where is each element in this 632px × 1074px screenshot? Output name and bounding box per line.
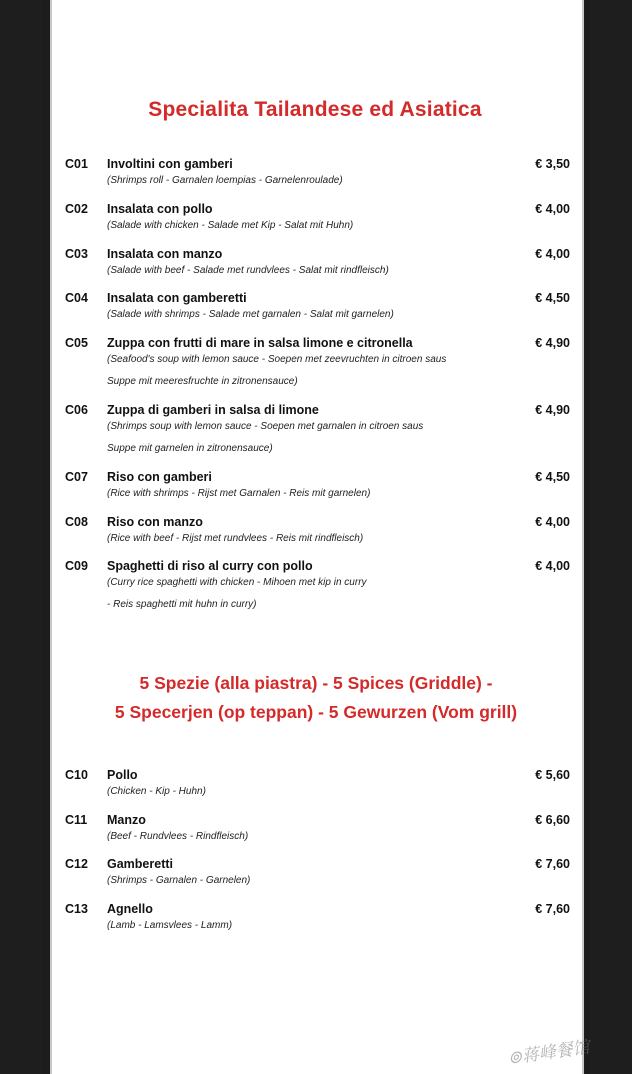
item-code: C03 — [65, 247, 88, 261]
item-name: Zuppa di gamberi in salsa di limone — [107, 403, 319, 417]
item-name: Riso con gamberi — [107, 470, 212, 484]
item-code: C07 — [65, 470, 88, 484]
item-name: Gamberetti — [107, 857, 173, 871]
left-dark-band — [0, 0, 43, 1074]
item-price: € 4,00 — [535, 559, 570, 573]
item-code: C13 — [65, 902, 88, 916]
item-description: (Salade with chicken - Salade met Kip - Salat mit Huhn) — [107, 220, 354, 231]
item-description: (Rice with shrimps - Rijst met Garnalen - Reis mit garnelen) — [107, 488, 371, 499]
item-description-cont: Suppe mit garnelen in zitronensauce) — [107, 443, 273, 454]
item-code: C02 — [65, 202, 88, 216]
item-description-cont: - Reis spaghetti mit huhn in curry) — [107, 599, 257, 610]
item-price: € 7,60 — [535, 902, 570, 916]
item-price: € 4,50 — [535, 291, 570, 305]
item-description: (Curry rice spaghetti with chicken - Mihoen met kip in curry — [107, 577, 367, 588]
watermark: ⊚蒋峰餐馆 — [506, 1037, 591, 1068]
item-code: C06 — [65, 403, 88, 417]
item-name: Insalata con manzo — [107, 247, 223, 261]
item-name: Spaghetti di riso al curry con pollo — [107, 559, 313, 573]
section2-title-line1: 5 Spezie (alla piastra) - 5 Spices (Griddle) - — [139, 673, 493, 693]
item-code: C11 — [65, 813, 88, 827]
item-name: Involtini con gamberi — [107, 157, 233, 171]
item-price: € 6,60 — [535, 813, 570, 827]
item-code: C05 — [65, 336, 88, 350]
item-description: (Lamb - Lamsvlees - Lamm) — [107, 920, 233, 931]
item-name: Riso con manzo — [107, 515, 203, 529]
item-description-cont: Suppe mit meeresfruchte in zitronensauce) — [107, 376, 298, 387]
right-dark-band — [589, 0, 632, 1074]
section1-title: Specialita Tailandese ed Asiatica — [148, 98, 482, 121]
item-description: (Chicken - Kip - Huhn) — [107, 786, 206, 797]
item-description: (Salade with shrimps - Salade met garnalen - Salat mit garnelen) — [107, 309, 394, 320]
item-price: € 4,00 — [535, 202, 570, 216]
item-name: Insalata con pollo — [107, 202, 213, 216]
item-name: Insalata con gamberetti — [107, 291, 247, 305]
item-price: € 7,60 — [535, 857, 570, 871]
item-name: Pollo — [107, 768, 138, 782]
item-description: (Seafood's soup with lemon sauce - Soepen met zeevruchten in citroen saus — [107, 354, 447, 365]
item-price: € 5,60 — [535, 768, 570, 782]
item-description: (Salade with beef - Salade met rundvlees - Salat mit rindfleisch) — [107, 265, 389, 276]
item-name: Zuppa con frutti di mare in salsa limone e citronella — [107, 336, 413, 350]
item-name: Manzo — [107, 813, 146, 827]
item-code: C09 — [65, 559, 88, 573]
item-code: C04 — [65, 291, 88, 305]
item-description: (Shrimps - Garnalen - Garnelen) — [107, 875, 251, 886]
item-code: C01 — [65, 157, 88, 171]
item-code: C08 — [65, 515, 88, 529]
item-price: € 4,00 — [535, 247, 570, 261]
item-price: € 4,00 — [535, 515, 570, 529]
item-code: C12 — [65, 857, 88, 871]
item-description: (Shrimps soup with lemon sauce - Soepen met garnalen in citroen saus — [107, 421, 424, 432]
item-code: C10 — [65, 768, 88, 782]
item-name: Agnello — [107, 902, 153, 916]
item-price: € 3,50 — [535, 157, 570, 171]
item-description: (Beef - Rundvlees - Rindfleisch) — [107, 831, 249, 842]
section2-title-line2: 5 Specerjen (op teppan) - 5 Gewurzen (Vom grill) — [114, 702, 518, 722]
item-price: € 4,90 — [535, 336, 570, 350]
item-price: € 4,90 — [535, 403, 570, 417]
item-description: (Rice with beef - Rijst met rundvlees - Reis mit rindfleisch) — [107, 533, 364, 544]
item-price: € 4,50 — [535, 470, 570, 484]
item-description: (Shrimps roll - Garnalen loempias - Garnelenroulade) — [107, 175, 343, 186]
